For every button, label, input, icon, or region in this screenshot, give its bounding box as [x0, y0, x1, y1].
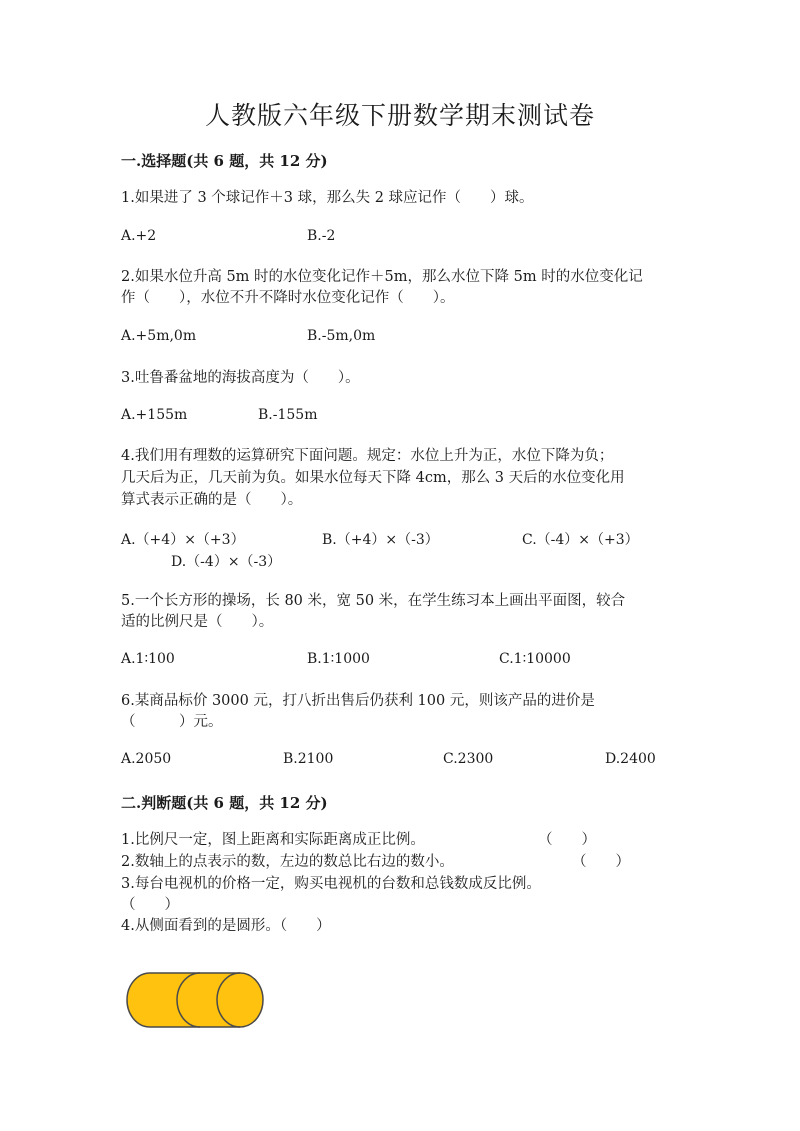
question-6-option-d: D.2400 [605, 751, 656, 767]
judgement-3-text: 3.每台电视机的价格一定，购买电视机的台数和总钱数成反比例。 [121, 876, 541, 892]
question-5-option-c: C.1∶10000 [499, 651, 571, 667]
section-heading-choice: 一.选择题(共 6 题，共 12 分) [121, 152, 328, 170]
question-1-option-b: B.-2 [307, 228, 336, 244]
cylinder-figure [120, 970, 270, 1030]
judgement-1-text: 1.比例尺一定，图上距离和实际距离成正比例。 [121, 832, 425, 848]
question-2-text-line1: 2.如果水位升高 5m 时的水位变化记作＋5m，那么水位下降 5m 时的水位变化记 [121, 269, 643, 285]
question-6-option-b: B.2100 [283, 751, 334, 767]
question-4-option-c: C.（-4）×（+3） [522, 532, 639, 548]
question-4-text-line3: 算式表示正确的是（ ）。 [121, 492, 303, 508]
question-2-option-a: A.+5m,0m [121, 328, 197, 344]
judgement-3-blank: （ ） [121, 897, 179, 913]
question-5-text-line1: 5.一个长方形的操场，长 80 米，宽 50 米，在学生练习本上画出平面图，较合 [121, 593, 626, 609]
question-4-option-a: A.（+4）×（+3） [121, 532, 245, 548]
question-2-option-b: B.-5m,0m [307, 328, 376, 344]
page-title: 人教版六年级下册数学期末测试卷 [204, 101, 595, 130]
judgement-4-text: 4.从侧面看到的是圆形。（ ） [121, 918, 331, 934]
question-4-option-d: D.（-4）×（-3） [171, 554, 282, 570]
judgement-2-text: 2.数轴上的点表示的数，左边的数总比右边的数小。 [121, 854, 454, 870]
question-3-option-a: A.+155m [121, 407, 188, 423]
section-heading-judgement: 二.判断题(共 6 题，共 12 分) [121, 794, 328, 812]
question-3-option-b: B.-155m [258, 407, 318, 423]
question-5-option-a: A.1∶100 [121, 651, 175, 667]
question-1-option-a: A.+2 [121, 228, 157, 244]
question-6-option-c: C.2300 [443, 751, 494, 767]
question-4-text-line1: 4.我们用有理数的运算研究下面问题。规定：水位上升为正，水位下降为负； [121, 448, 614, 464]
question-4-option-b: B.（+4）×（-3） [322, 532, 439, 548]
judgement-2-blank: （ ） [572, 854, 630, 870]
question-4-text-line2: 几天后为正，几天前为负。如果水位每天下降 4cm，那么 3 天后的水位变化用 [121, 470, 625, 486]
question-2-text-line2: 作（ ），水位不升不降时水位变化记作（ ）。 [121, 290, 455, 306]
question-6-text-line2: （ ）元。 [121, 714, 223, 730]
question-3-text: 3.吐鲁番盆地的海拔高度为（ ）。 [121, 370, 360, 386]
question-6-text-line1: 6.某商品标价 3000 元，打八折出售后仍获利 100 元，则该产品的进价是 [121, 693, 595, 709]
question-5-text-line2: 适的比例尺是（ ）。 [121, 614, 274, 630]
question-1-text: 1.如果进了 3 个球记作＋3 球，那么失 2 球应记作（ ）球。 [121, 190, 534, 206]
question-5-option-b: B.1∶1000 [307, 651, 370, 667]
judgement-1-blank: （ ） [538, 832, 596, 848]
cylinder-body [127, 973, 263, 1027]
question-6-option-a: A.2050 [121, 751, 172, 767]
